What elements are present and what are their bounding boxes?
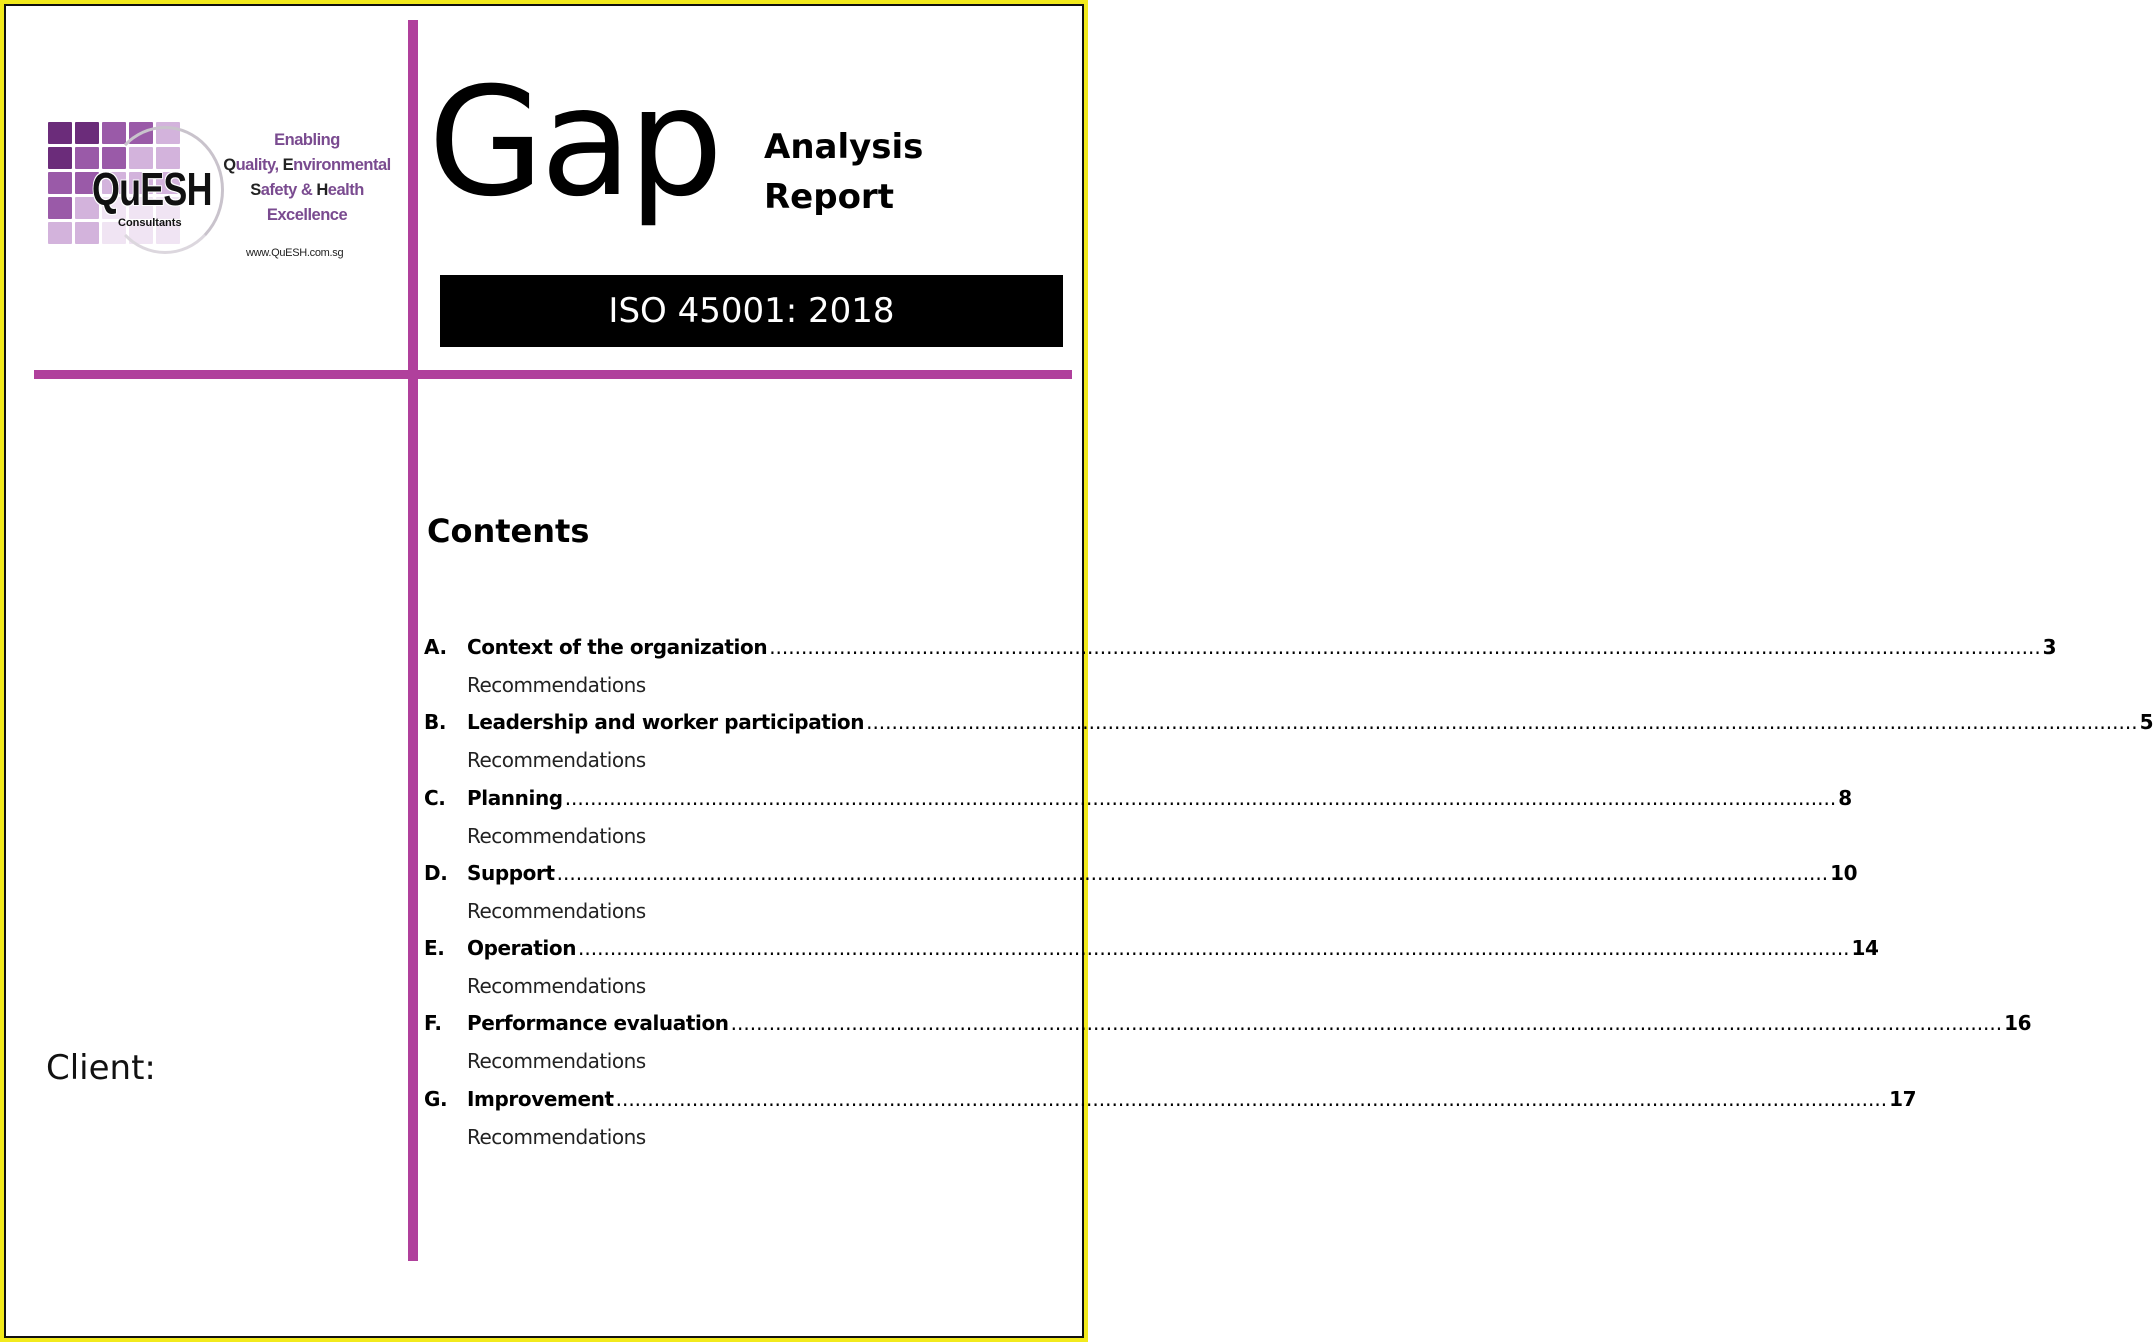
tagline-line: Enabling [274,131,340,149]
toc-subentry-recommendations[interactable]: Recommendations [467,1124,646,1149]
logo-tile [48,222,72,244]
toc-entry-letter: E. [424,936,445,961]
toc-entry-title: Operation [467,936,577,961]
toc-subentry-recommendations[interactable]: Recommendations [467,1049,646,1074]
toc-entry-line[interactable] [424,931,1879,965]
toc-entry[interactable] [424,1006,2032,1081]
toc-dot-leader: ........................................................................................................................................................................................................ [556,860,1829,885]
toc-subentry-recommendations[interactable]: Recommendations [467,748,646,773]
toc-entry-title: Leadership and worker participation [467,710,865,735]
toc-entry[interactable] [424,705,2153,780]
title-line-analysis: Analysis [764,127,924,167]
toc-entry-line[interactable] [424,1006,2032,1040]
tagline-line: Quality, Environmental [223,156,391,174]
toc-entry-letter: C. [424,785,446,810]
logo-name: QuESH [92,163,212,215]
toc-entry-title: Support [467,860,555,885]
tagline-line: Safety & Health [250,181,364,199]
toc-dot-leader: ........................................................................................................................................................................................................ [578,936,1850,961]
toc-dot-leader: ........................................................................................................................................................................................................ [564,785,1837,810]
toc-entry-title: Improvement [467,1086,614,1111]
standard-banner: ISO 45001: 2018 [440,275,1063,347]
toc-entry[interactable] [424,931,1879,1006]
client-label: Client: [46,1048,156,1088]
toc-entry-page: 5 [2139,710,2153,735]
toc-entry-title: Performance evaluation [467,1011,729,1036]
toc-entry-line[interactable] [424,705,2153,739]
tagline-line: Excellence [266,206,348,224]
toc-subentry-recommendations[interactable]: Recommendations [467,974,646,999]
toc-subentry-recommendations[interactable]: Recommendations [467,898,646,923]
title-main: Gap [428,56,720,230]
toc-entry-letter: G. [424,1086,448,1111]
title-line-report: Report [764,177,894,217]
toc-entry-letter: D. [424,860,448,885]
toc-entry-line[interactable] [424,781,1852,815]
toc-entry-page: 3 [2042,635,2057,659]
horizontal-divider [34,370,1072,379]
toc-subentry-recommendations[interactable]: Recommendations [467,823,646,848]
toc-entry-page: 8 [1838,785,1852,810]
toc-entry-line[interactable] [424,1082,1917,1116]
logo-tile [48,147,72,169]
toc-entry-line[interactable] [424,856,1858,890]
logo-tagline [214,128,400,228]
toc-entry[interactable] [424,781,1852,856]
logo-tile [48,122,72,144]
toc-entry[interactable] [424,630,2057,705]
toc-dot-leader: ........................................................................................................................................................................................................ [730,1011,2003,1036]
toc-dot-leader: ........................................................................................................................................................................................................ [615,1086,1888,1111]
toc-entry-title: Context of the organization [467,635,768,659]
toc-entry-page: 10 [1830,860,1858,885]
logo-tile [48,172,72,194]
toc-entry-page: 16 [2004,1011,2032,1036]
toc-subentry-recommendations[interactable]: Recommendations [467,673,646,697]
toc-entry-page: 17 [1889,1086,1917,1111]
toc-entry-letter: A. [424,635,447,659]
table-of-contents [424,630,2153,1157]
toc-entry-page: 14 [1851,936,1879,961]
toc-entry[interactable] [424,1082,1917,1157]
contents-heading: Contents [427,512,590,550]
toc-dot-leader: ........................................................................................................................................................................................................ [769,635,2041,659]
toc-entry[interactable] [424,856,1858,931]
logo-tile [102,122,126,144]
logo-tile [48,197,72,219]
quesh-logo [48,122,212,262]
toc-entry-letter: F. [424,1011,442,1036]
website-link[interactable]: www.QuESH.com.sg [246,247,344,259]
toc-entry-letter: B. [424,710,447,735]
toc-dot-leader: ........................................................................................................................................................................................................ [866,710,2138,735]
logo-subtitle: Consultants [118,217,182,229]
vertical-divider [408,20,418,1261]
logo-tile [75,122,99,144]
toc-entry-title: Planning [467,785,563,810]
logo-tile [75,222,99,244]
title-subtitle [764,122,923,222]
toc-entry-line[interactable] [424,630,2057,664]
